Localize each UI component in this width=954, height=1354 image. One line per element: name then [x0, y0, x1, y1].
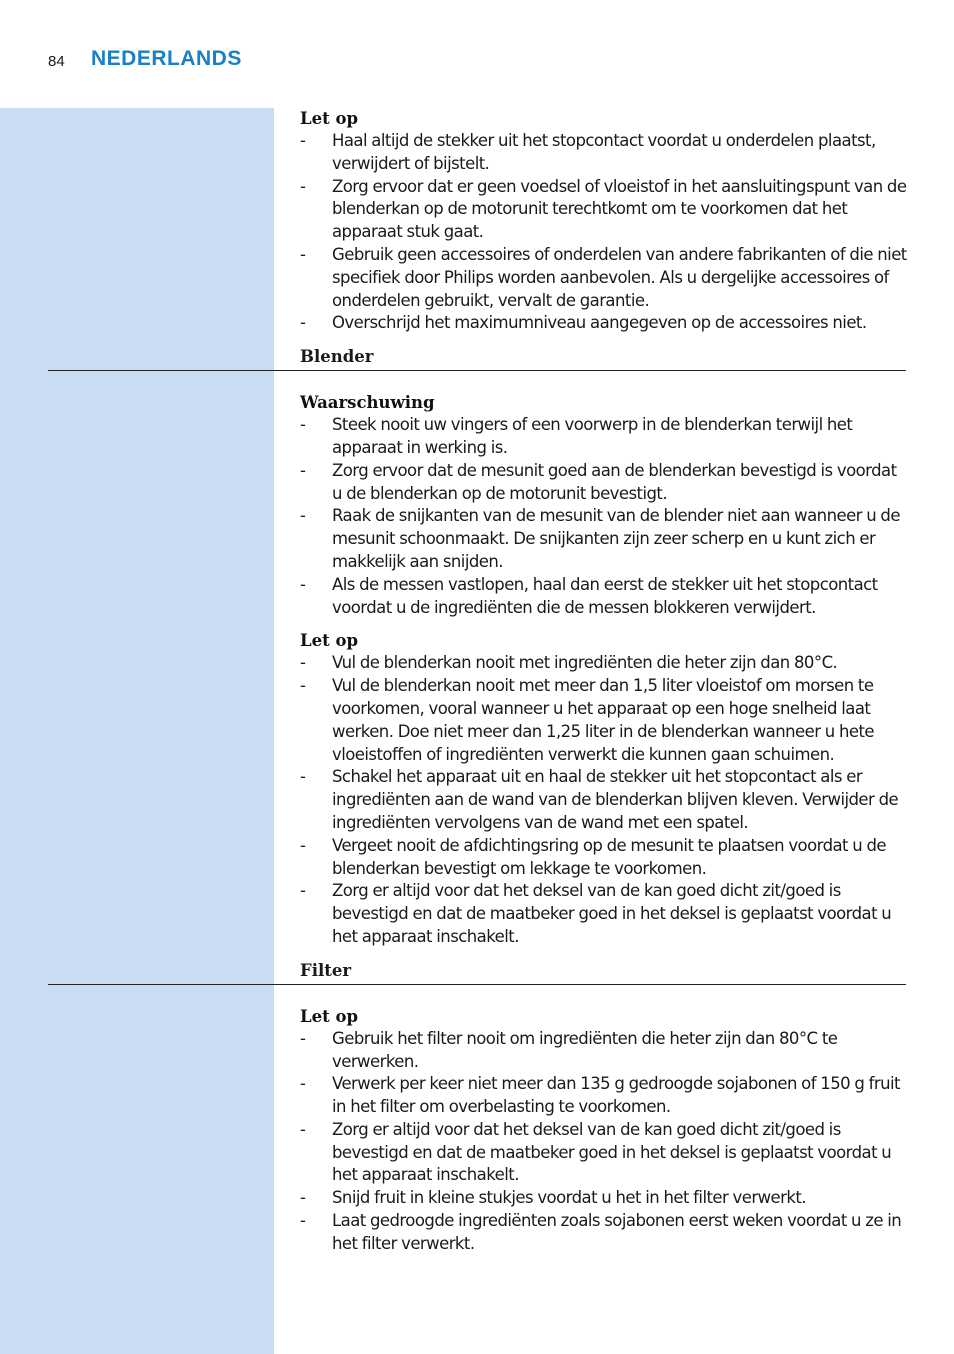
- block-heading: Let op: [300, 631, 359, 651]
- list-item: - Gebruik geen accessoires of onderdelen van andere fabrikanten of die niet specifiek door Philips worden aanbevolen. Als u dergelijke accessoires of onderdelen gebruikt, vervalt de garantie.: [300, 244, 907, 310]
- bullet-list: [300, 414, 910, 619]
- sidebar-panel: [0, 108, 274, 1354]
- bullet-list: [300, 652, 910, 948]
- block-heading: Let op: [300, 109, 359, 128]
- caution-block: [300, 630, 910, 948]
- list-item: - Vul de blenderkan nooit met ingrediënten die heter zijn dan 80°C.: [300, 653, 838, 673]
- list-item: - Haal altijd de stekker uit het stopcontact voordat u onderdelen plaatst, verwijdert of bijstelt.: [300, 131, 876, 173]
- page-number: 84: [48, 53, 65, 70]
- bullet-list: [300, 1028, 910, 1256]
- list-item: - Zorg ervoor dat de mesunit goed aan de blenderkan bevestigd is voordat u de blenderkan op de motorunit bevestigt.: [300, 460, 897, 503]
- list-item: - Gebruik het filter nooit om ingrediënten die heter zijn dan 80°C te verwerken.: [300, 1028, 838, 1071]
- section-title-filter: Filter: [300, 960, 352, 980]
- list-item: - Verwerk per keer niet meer dan 135 g gedroogde sojabonen of 150 g fruit in het filter om overbelasting te voorkomen.: [300, 1074, 900, 1117]
- block-heading: Let op: [300, 1006, 359, 1026]
- list-item: - Vergeet nooit de afdichtingsring op de mesunit te plaatsen voordat u de blenderkan bevestigt om lekkage te voorkomen.: [300, 835, 886, 878]
- section-title-blender: Blender: [300, 347, 374, 367]
- language-title: NEDERLANDS: [91, 47, 242, 70]
- caution-block: [300, 108, 910, 335]
- list-item: - Als de messen vastlopen, haal dan eerst de stekker uit het stopcontact voordat u de ingrediënten die de messen blokkeren verwijdert.: [300, 574, 878, 617]
- warning-block: [300, 392, 910, 619]
- list-item: - Vul de blenderkan nooit met meer dan 1,5 liter vloeistof om morsen te voorkomen, vooral wanneer u het apparaat op een hoge snelheid laat werken. Doe niet meer dan 1,25 liter in de blenderkan wanneer u hete vloeistoffen of ingrediënten verwerkt die kunnen gaan schuimen.: [300, 676, 874, 764]
- list-item: - Zorg ervoor dat er geen voedsel of vloeistof in het aansluitingspunt van de blenderkan op de motorunit terechtkomt om te voorkomen dat het apparaat stuk gaat.: [300, 176, 907, 242]
- list-item: - Schakel het apparaat uit en haal de stekker uit het stopcontact als er ingrediënten aan de wand van de blenderkan blijven kleven. Verwijder de ingrediënten vervolgens van de wand met een spatel.: [300, 767, 899, 832]
- document-body: [300, 108, 910, 1267]
- caution-block: [300, 1006, 910, 1256]
- block-heading: Waarschuwing: [300, 393, 435, 413]
- list-item: - Snijd fruit in kleine stukjes voordat u het in het filter verwerkt.: [300, 1188, 806, 1208]
- list-item: - Zorg er altijd voor dat het deksel van de kan goed dicht zit/goed is bevestigd en dat de maatbeker goed in het deksel is geplaatst voordat u het apparaat inschakelt.: [300, 1119, 892, 1185]
- list-item: - Raak de snijkanten van de mesunit van de blender niet aan wanneer u de mesunit schoonmaakt. De snijkanten zijn zeer scherp en u kunt zich er makkelijk aan snijden.: [300, 506, 900, 571]
- list-item: - Laat gedroogde ingrediënten zoals sojabonen eerst weken voordat u ze in het filter verwerkt.: [300, 1211, 902, 1253]
- list-item: - Overschrijd het maximumniveau aangegeven op de accessoires niet.: [300, 313, 867, 333]
- list-item: - Steek nooit uw vingers of een voorwerp in de blenderkan terwijl het apparaat in werking is.: [300, 415, 853, 457]
- bullet-list: [300, 130, 910, 335]
- list-item: - Zorg er altijd voor dat het deksel van de kan goed dicht zit/goed is bevestigd en dat de maatbeker goed in het deksel is geplaatst voordat u het apparaat inschakelt.: [300, 881, 892, 946]
